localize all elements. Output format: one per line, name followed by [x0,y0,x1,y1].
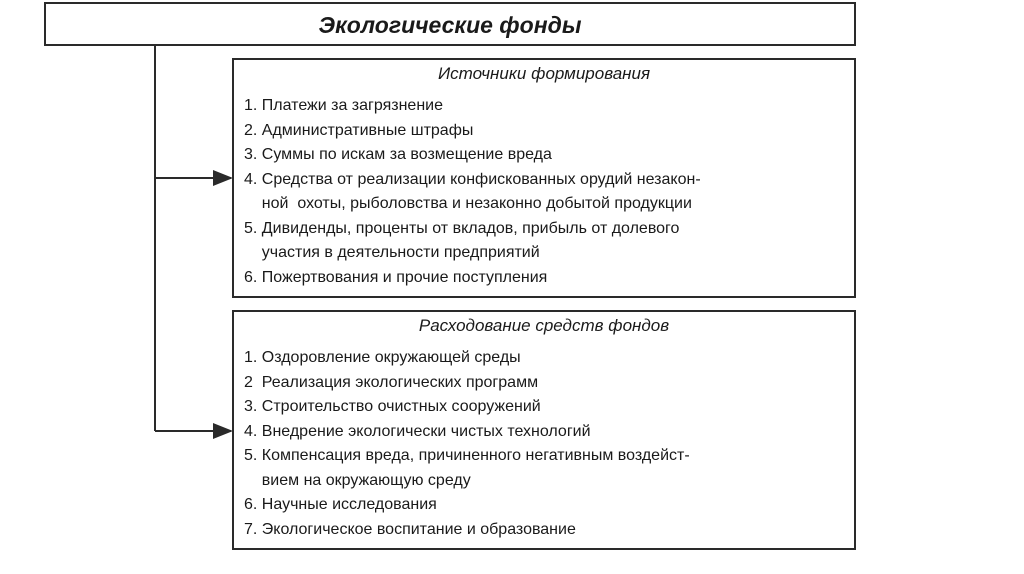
sources-list-item [244,217,850,266]
sources-list-item-line: 4. Средства от реализации конфискованных орудий незакон- [244,170,701,188]
spending-list-item-line: 1. Оздоровление окружающей среды [244,349,521,366]
sources-list-item-line: 3. Суммы по искам за возмещение вреда [244,146,552,163]
sources-list-item-line: участия в деятельности предприятий [244,244,540,261]
spending-list-item [244,395,850,420]
spending-list-item [244,420,850,445]
sources-list-item [244,94,850,119]
spending-list-item [244,346,850,371]
sources-box [232,58,856,298]
sources-list-item-line: ной охоты, рыболовства и незаконно добытой продукции [244,195,692,212]
spending-list-item [244,371,850,396]
spending-list-item [244,444,850,493]
sources-list [244,94,850,290]
spending-list [244,346,850,542]
spending-list-item [244,518,850,543]
sources-list-item [244,266,850,291]
spending-list-item-line: 6. Научные исследования [244,496,437,513]
spending-box [232,310,856,550]
spending-header: Расходование средств фондов [418,316,670,335]
spending-list-item [244,493,850,518]
sources-list-item-line: 1. Платежи за загрязнение [244,97,443,114]
diagram-title: Экологические фонды [318,12,582,38]
sources-list-item-line: 2. Административные штрафы [244,121,474,139]
spending-list-item-line: 3. Строительство очистных сооружений [244,398,541,415]
sources-header: Источники формирования [437,64,651,83]
spending-list-item-line: 2 Реализация экологических программ [244,373,539,391]
spending-list-item-line: 5. Компенсация вреда, причиненного негативным воздейст- [244,447,690,464]
sources-list-item [244,168,850,217]
sources-list-item-line: 5. Дивиденды, проценты от вкладов, прибыль от долевого [244,219,680,237]
title-box [44,2,856,46]
spending-list-item-line: 7. Экологическое воспитание и образование [244,520,576,538]
sources-list-item-line: 6. Пожертвования и прочие поступления [244,268,548,286]
spending-list-item-line: 4. Внедрение экологически чистых технологий [244,422,591,440]
spending-list-item-line: вием на окружающую среду [244,471,471,489]
sources-list-item [244,119,850,144]
sources-list-item [244,143,850,168]
